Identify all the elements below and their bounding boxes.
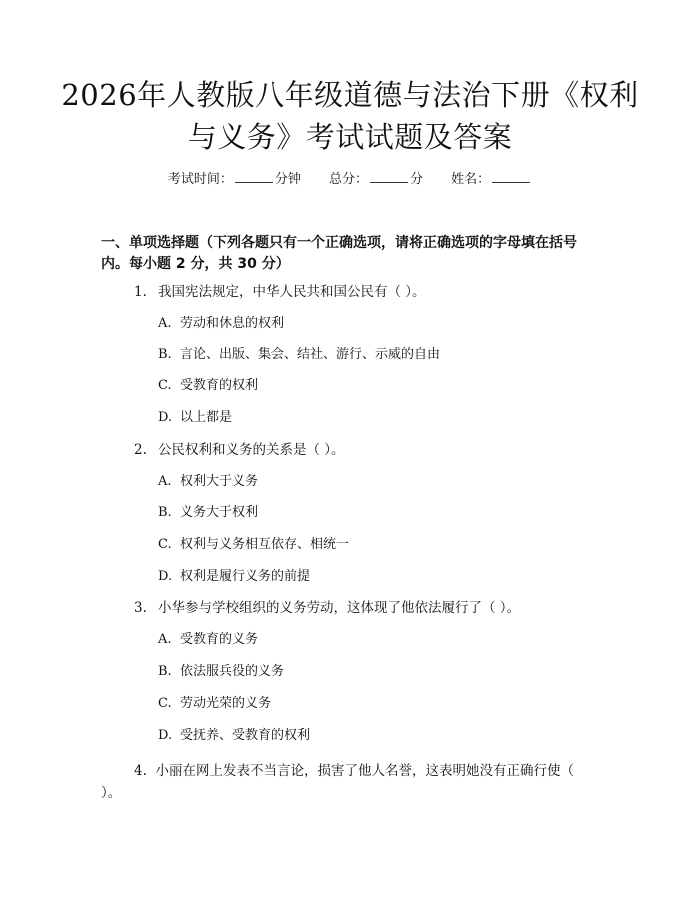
student-name bbox=[451, 170, 532, 189]
option-letter: A. bbox=[158, 632, 172, 647]
question-text: 小华参与学校组织的义务劳动，这体现了他依法履行了（ ）。 bbox=[158, 600, 521, 616]
option-letter: D. bbox=[158, 728, 173, 743]
option-text: 言论、出版、集会、结社、游行、示威的自由 bbox=[180, 347, 441, 362]
exam-score-blank[interactable] bbox=[370, 170, 408, 183]
exam-time-blank[interactable] bbox=[235, 170, 273, 183]
option-letter: B. bbox=[158, 347, 172, 362]
exam-score-unit: 分 bbox=[410, 172, 424, 187]
exam-meta bbox=[0, 170, 700, 189]
question-text: 公民权利和义务的关系是（ ）。 bbox=[158, 442, 345, 458]
option-letter: B. bbox=[158, 505, 172, 520]
option-text: 权利大于义务 bbox=[180, 474, 259, 489]
question-text: 小丽在网上发表不当言论，损害了他人名誉，这表明她没有正确行使（ ）。 bbox=[101, 763, 574, 801]
exam-score bbox=[329, 170, 423, 189]
question-number: 3. bbox=[134, 600, 147, 616]
question-2-option-c[interactable] bbox=[158, 535, 588, 555]
option-text: 受教育的义务 bbox=[180, 632, 259, 647]
option-letter: D. bbox=[158, 410, 173, 425]
option-text: 权利与义务相互依存、相统一 bbox=[180, 537, 350, 552]
option-text: 依法服兵役的义务 bbox=[180, 664, 285, 679]
question-3-option-c[interactable] bbox=[158, 694, 588, 714]
option-letter: A. bbox=[158, 316, 172, 331]
question-1-option-b[interactable] bbox=[158, 345, 588, 365]
option-text: 受教育的权利 bbox=[180, 378, 259, 393]
option-letter: C. bbox=[158, 378, 172, 393]
question-1-option-c[interactable] bbox=[158, 376, 588, 396]
question-2-option-a[interactable] bbox=[158, 472, 588, 492]
question-number: 4. bbox=[134, 763, 147, 779]
option-letter: B. bbox=[158, 664, 172, 679]
question-3-option-a[interactable] bbox=[158, 630, 588, 650]
question-2-option-d[interactable] bbox=[158, 567, 588, 587]
exam-time-label: 考试时间： bbox=[167, 172, 233, 187]
question-3 bbox=[134, 598, 594, 618]
option-text: 权利是履行义务的前提 bbox=[180, 569, 311, 584]
exam-time-unit: 分钟 bbox=[274, 172, 301, 187]
option-text: 义务大于权利 bbox=[180, 505, 259, 520]
question-number: 2. bbox=[134, 442, 147, 458]
option-text: 受抚养、受教育的权利 bbox=[180, 728, 311, 743]
question-number: 1. bbox=[134, 284, 147, 300]
option-letter: C. bbox=[158, 537, 172, 552]
title-line-2: 与义务》考试试题及答案 bbox=[187, 120, 513, 154]
page-title bbox=[60, 74, 640, 158]
question-2-option-b[interactable] bbox=[158, 503, 588, 523]
option-letter: A. bbox=[158, 474, 172, 489]
exam-score-label: 总分： bbox=[328, 172, 368, 187]
exam-time bbox=[168, 170, 301, 189]
student-name-label: 姓名： bbox=[451, 172, 491, 187]
title-line-1: 2026年人教版八年级道德与法治下册《权利 bbox=[61, 78, 639, 112]
question-3-option-b[interactable] bbox=[158, 662, 588, 682]
option-letter: D. bbox=[158, 569, 173, 584]
option-text: 劳动光荣的义务 bbox=[180, 696, 272, 711]
section-heading: 一、单项选择题（下列各题只有一个正确选项，请将正确选项的字母填在括号内。每小题 2 分，共 30 分） bbox=[101, 235, 577, 272]
option-text: 劳动和休息的权利 bbox=[180, 316, 285, 331]
question-1-option-d[interactable] bbox=[158, 408, 588, 428]
question-3-option-d[interactable] bbox=[158, 726, 588, 746]
option-letter: C. bbox=[158, 696, 172, 711]
question-1-option-a[interactable] bbox=[158, 314, 588, 334]
question-2 bbox=[134, 440, 594, 460]
question-1 bbox=[134, 282, 594, 302]
question-text: 我国宪法规定，中华人民共和国公民有（ ）。 bbox=[158, 284, 426, 300]
option-text: 以上都是 bbox=[180, 410, 233, 425]
student-name-blank[interactable] bbox=[492, 170, 530, 183]
question-4 bbox=[101, 760, 593, 804]
